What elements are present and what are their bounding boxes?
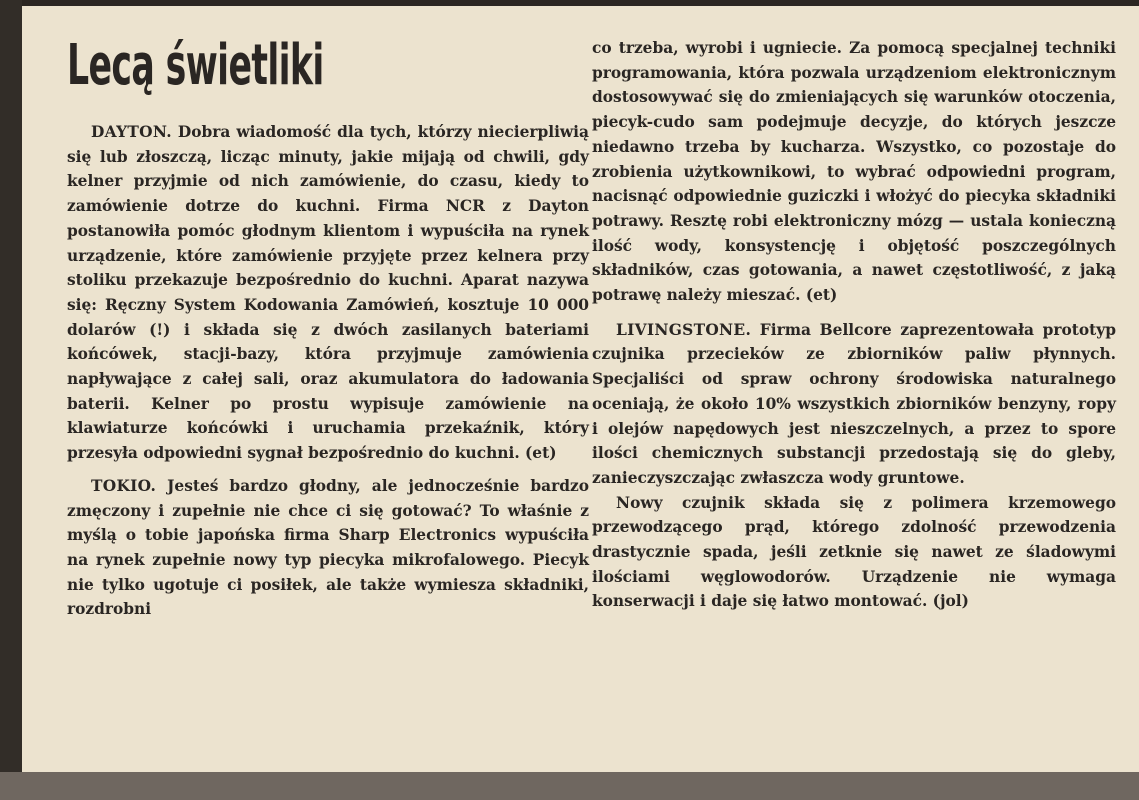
dateline-livingstone: LIVINGSTONE. [616, 320, 752, 339]
page-edge-bottom [0, 772, 1139, 800]
paragraph-livingstone [592, 318, 1116, 491]
column-right [592, 36, 1116, 614]
article-title: Lecą świetliki [67, 33, 324, 98]
paragraph-livingstone-2: Nowy czujnik składa się z polimera krzemowego przewodzącego prąd, którego zdolność przewodzenia drastycznie spada, jeśli zetknie się nawet ze śladowymi ilościami węglowodorów. Urządzenie nie wymaga konserwacji i daje się łatwo montować. (jol) [592, 493, 1116, 611]
newspaper-clipping [22, 6, 1139, 772]
paragraph-tokio [67, 474, 589, 622]
dateline-tokio: TOKIO. [91, 476, 157, 495]
page-edge-left [0, 0, 22, 800]
column-left [67, 34, 589, 622]
paragraph-dayton [67, 120, 589, 466]
paragraph-livingstone-text: Firma Bellcore zaprezentowała prototyp czujnika przecieków ze zbiorników paliw płynnych. Specjaliści od spraw ochrony środowiska naturalnego oceniają, że około 10% wszystkich zbiorników benzyny, ropy i olejów napędowych jest nieszczelnych, a przez to spore ilości chemicznych substancji przedostają się do gleby, zanieczyszczając zwłaszcza wody gruntowe. [592, 320, 1116, 487]
paragraph-tokio-text: Jesteś bardzo głodny, ale jednocześnie bardzo zmęczony i zupełnie nie chce ci się gotować? To właśnie z myślą o tobie japońska firma Sharp Electronics wypuściła na rynek zupełnie nowy typ piecyka mikrofalowego. Piecyk nie tylko ugotuje ci posiłek, ale także wymiesza składniki, rozdrobni [67, 476, 589, 619]
dateline-dayton: DAYTON. [91, 123, 172, 141]
paragraph-tokio-continued: co trzeba, wyrobi i ugniecie. Za pomocą specjalnej techniki programowania, która pozwala urządzeniom elektronicznym dostosowywać się do zmieniających się warunków otoczenia, piecyk-cudo sam podejmuje decyzje, do których jeszcze niedawno trzeba by kucharza. Wszystko, co pozostaje do zrobienia użytkownikowi, to wybrać odpowiedni program, nacisnąć odpowiednie guziczki i włożyć do piecyka składniki potrawy. Resztę robi elektroniczny mózg — ustala konieczną ilość wody, konsystencję i objętość poszczególnych składników, czas gotowania, a nawet częstotliwość, z jaką potrawę należy mieszać. (et) [592, 39, 1116, 305]
paragraph-dayton-text: Dobra wiadomość dla tych, którzy niecierpliwią się lub złoszczą, licząc minuty, jakie mijają od chwili, gdy kelner przyjmie od nich zamówienie, do czasu, kiedy to zamówienie dotrze do kuchni. Firma NCR z Dayton postanowiła pomóc głodnym klientom i wypuściła na rynek urządzenie, które zamówienie przyjęte przez kelnera przy stoliku przekazuje bezpośrednio do kuchni. Aparat nazywa się: Ręczny System Kodowania Zamówień, kosztuje 10 000 dolarów (!) i składa się z dwóch zasilanych bateriami końcówek, stacji-bazy, która przyjmuje zamówienia napływające z całej sali, oraz akumulatora do ładowania baterii. Kelner po prostu wypisuje zamówienie na klawiaturze końcówki i uruchamia przekaźnik, który przesyła odpowiedni sygnał bezpośrednio do kuchni. (et) [67, 123, 589, 463]
